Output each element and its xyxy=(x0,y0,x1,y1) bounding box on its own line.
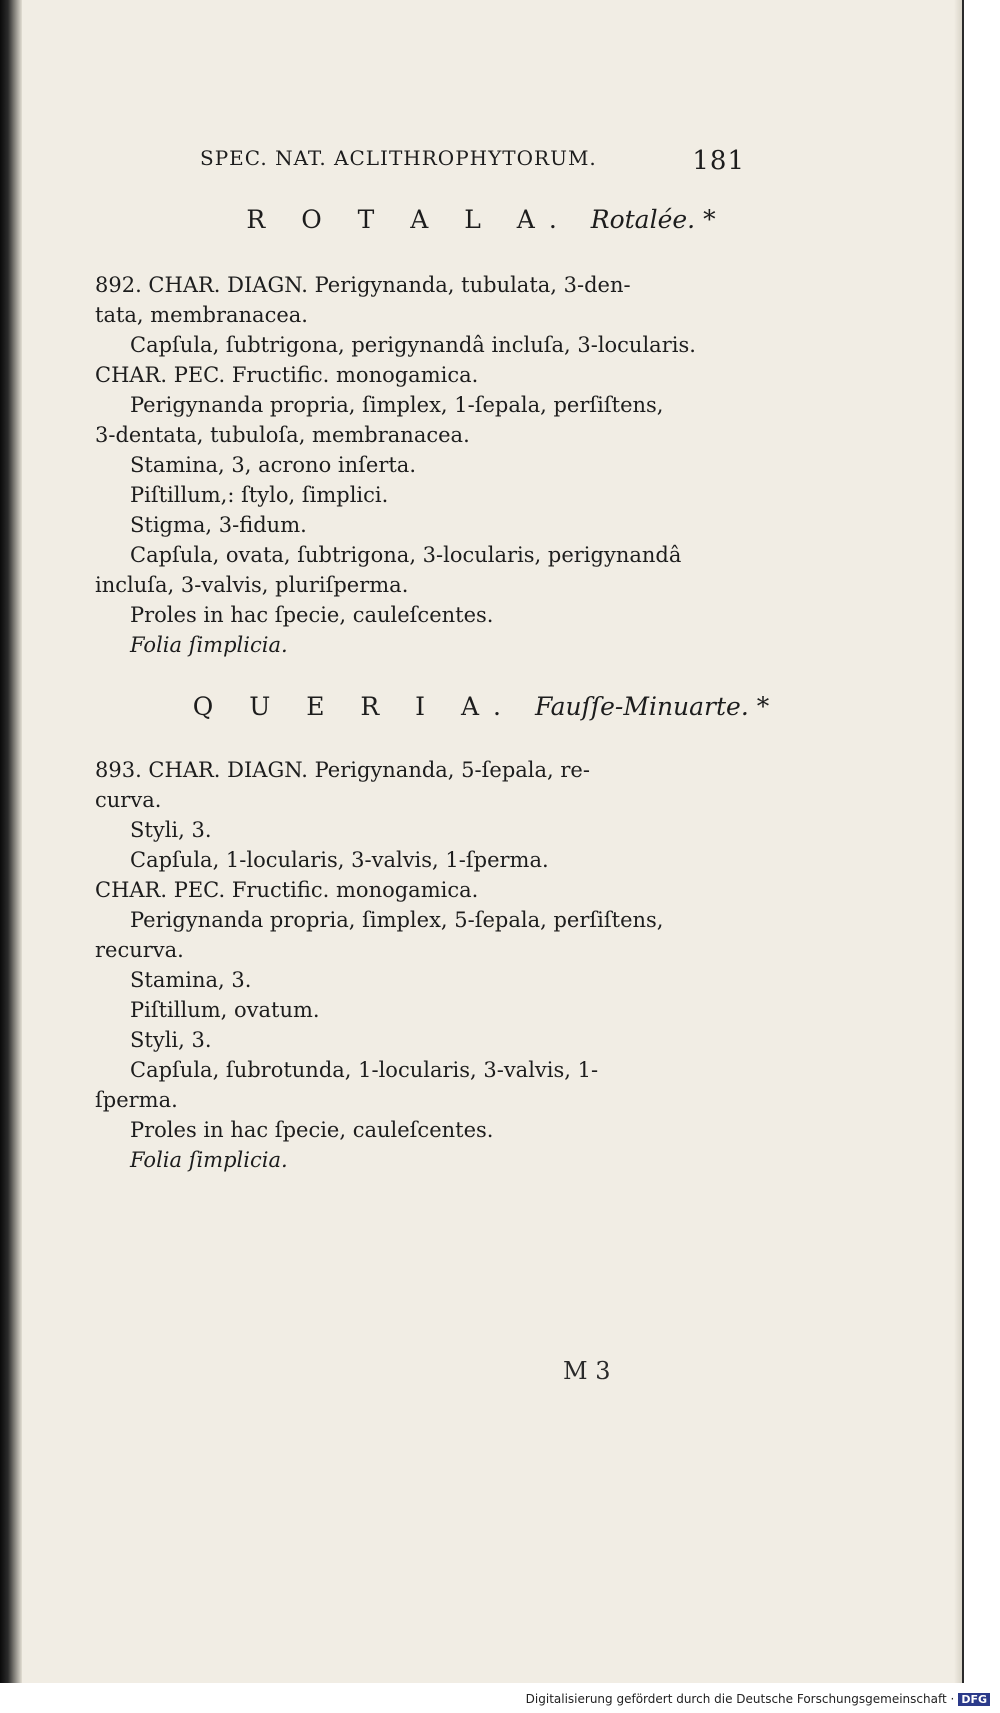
footer-bar xyxy=(0,1689,1000,1713)
text-line: Stamina, 3. xyxy=(130,968,252,992)
signature-mark: M 3 xyxy=(563,1357,611,1385)
text-line: Stigma, 3-fidum. xyxy=(130,513,307,537)
text-line: ſperma. xyxy=(95,1088,178,1112)
running-header xyxy=(200,146,745,176)
text-line: Capſula, ſubrotunda, 1-locularis, 3-valvis, 1- xyxy=(130,1058,599,1082)
text-line: CHAR. PEC. Fructific. monogamica. xyxy=(95,878,479,902)
text-line: Proles in hac ſpecie, cauleſcentes. xyxy=(130,603,494,627)
dfg-logo: DFG xyxy=(958,1693,990,1706)
rotala-title-caps: R O T A L A. xyxy=(246,205,571,234)
text-line: Piſtillum,: ſtylo, ſimplici. xyxy=(130,483,389,507)
footer-credit-text: Digitalisierung gefördert durch die Deutsche Forschungsgemeinschaft · xyxy=(525,1692,955,1706)
queria-description xyxy=(95,755,745,1175)
running-title: SPEC. NAT. ACLITHROPHYTORUM. xyxy=(200,146,597,170)
section-title-rotala xyxy=(0,205,962,234)
text-line: Stamina, 3, acrono inſerta. xyxy=(130,453,417,477)
page-number: 181 xyxy=(692,146,745,176)
book-spine xyxy=(0,0,22,1683)
text-line: Folia ſimplicia. xyxy=(130,633,288,657)
text-line: Styli, 3. xyxy=(130,818,212,842)
text-line: recurva. xyxy=(95,938,184,962)
text-line: CHAR. PEC. Fructific. monogamica. xyxy=(95,363,479,387)
text-line: 892. CHAR. DIAGN. Perigynanda, tubulata, 3-den- xyxy=(95,273,631,297)
text-line: Capſula, ſubtrigona, perigynandâ incluſa, 3-locularis. xyxy=(130,333,696,357)
text-line: 893. CHAR. DIAGN. Perigynanda, 5-ſepala, re- xyxy=(95,758,590,782)
queria-title-caps: Q U E R I A. xyxy=(192,692,515,721)
queria-title-french: Fauſſe-Minuarte. * xyxy=(534,692,770,721)
text-line: Folia ſimplicia. xyxy=(130,1148,288,1172)
text-line: Capſula, 1-locularis, 3-valvis, 1-ſperma. xyxy=(130,848,549,872)
footer-credit xyxy=(526,1692,990,1706)
text-line: Capſula, ovata, ſubtrigona, 3-locularis, perigynandâ xyxy=(130,543,682,567)
rotala-title-french: Rotalée. * xyxy=(590,205,716,234)
text-line: incluſa, 3-valvis, pluriſperma. xyxy=(95,573,409,597)
text-line: tata, membranacea. xyxy=(95,303,308,327)
text-line: curva. xyxy=(95,788,162,812)
text-line: Perigynanda propria, ſimplex, 1-ſepala, perſiſtens, xyxy=(130,393,664,417)
text-line: Proles in hac ſpecie, cauleſcentes. xyxy=(130,1118,494,1142)
page-edge xyxy=(954,0,962,1683)
rotala-description xyxy=(95,270,745,660)
text-line: Piſtillum, ovatum. xyxy=(130,998,320,1022)
text-line: Styli, 3. xyxy=(130,1028,212,1052)
section-title-queria xyxy=(0,692,962,721)
text-line: 3-dentata, tubuloſa, membranacea. xyxy=(95,423,470,447)
text-line: Perigynanda propria, ſimplex, 5-ſepala, perſiſtens, xyxy=(130,908,664,932)
